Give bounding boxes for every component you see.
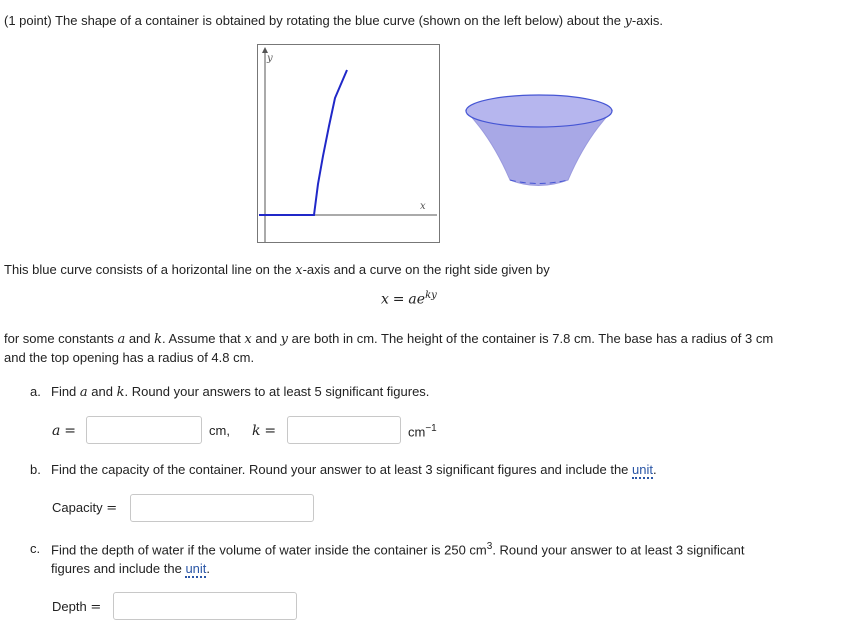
capacity-answer-input[interactable]	[130, 494, 314, 522]
k-unit: $cm^{-1}$	[408, 423, 437, 440]
curve-description: This blue curve consists of a horizontal line on the x-axis and a curve on the right side given by	[4, 262, 550, 278]
constants-text-line2: and the top opening has a radius of 4.8 cm.	[4, 350, 255, 365]
depth-label: Depth =	[52, 599, 102, 615]
part-a-question: Find a and k. Round your answers to at least 5 significant figures.	[51, 384, 430, 400]
a-input-label: a =	[52, 423, 76, 439]
part-c-question: Find the depth of water if the volume of water inside the container is 250 $cm^3$. Round your answer to at least 3 significant	[51, 541, 745, 558]
part-b-question: Find the capacity of the container. Round your answer to at least 3 significant figures and include the unit.	[51, 462, 657, 477]
curve-graph	[257, 44, 441, 244]
constants-text: for some constants a and k. Assume that x and y are both in cm. The height of the container is 7.8 cm. The base has a radius of 3 cm	[4, 331, 774, 347]
top-rim	[466, 95, 612, 127]
depth-answer-input[interactable]	[113, 592, 297, 620]
x-axis-label: x	[420, 201, 426, 212]
a-unit: cm,	[209, 423, 230, 438]
part-b-marker: b.	[30, 462, 41, 477]
part-a-marker: a.	[30, 384, 41, 399]
part-c-question-line2: figures and include the unit.	[51, 561, 211, 576]
unit-help-link-b[interactable]: unit	[632, 462, 653, 477]
a-answer-input[interactable]	[86, 416, 202, 444]
graph-frame	[258, 45, 440, 243]
y-axis-label: y	[267, 53, 273, 64]
container-image	[462, 92, 616, 192]
part-c-marker: c.	[30, 541, 41, 556]
k-answer-input[interactable]	[287, 416, 401, 444]
unit-help-link-c[interactable]: unit	[185, 561, 207, 576]
equation: $x = ae^{ky}$	[381, 290, 437, 308]
capacity-label: Capacity =	[52, 500, 118, 516]
k-input-label: k =	[252, 423, 277, 439]
problem-intro: (1 point) The shape of a container is obtained by rotating the blue curve (shown on the left below) about the y-axis.	[4, 13, 663, 29]
